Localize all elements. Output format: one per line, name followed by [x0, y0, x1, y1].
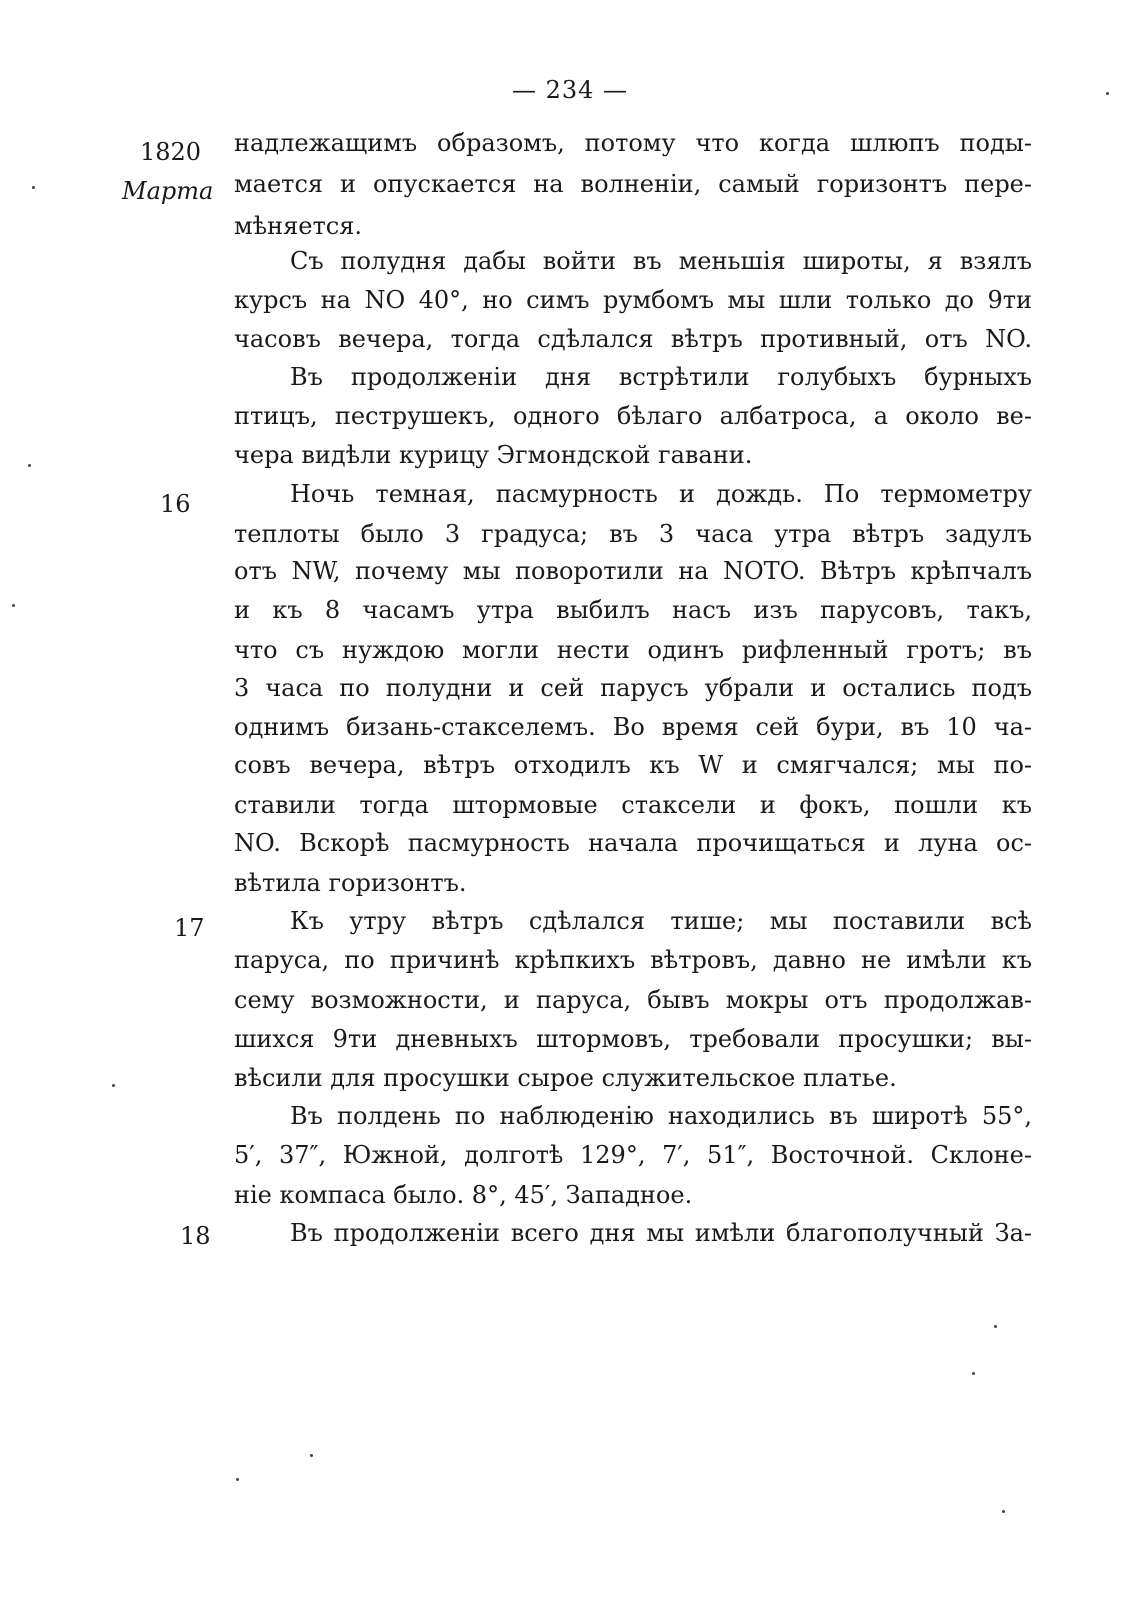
text-line: 3 часа по полудни и сей парусъ убрали и остались подъ	[234, 674, 1032, 702]
scan-speck	[28, 464, 31, 467]
text-line: сему возможности, и паруса, бывъ мокры отъ продолжав-	[234, 986, 1032, 1014]
text-line: 5′, 37″, Южной, долготѣ 129°, 7′, 51″, Восточной. Склоне-	[234, 1141, 1032, 1169]
text-line: вѣтила горизонтъ.	[234, 869, 467, 897]
scan-speck	[12, 604, 15, 607]
scan-speck	[1002, 1510, 1005, 1513]
text-line: мѣняется.	[234, 212, 362, 240]
scan-speck	[236, 1478, 239, 1481]
scan-speck	[1106, 92, 1109, 95]
margin-month: Марта	[122, 177, 214, 205]
text-line: часовъ вечера, тогда сдѣлался вѣтръ противный, отъ NO.	[234, 325, 1032, 353]
text-line: паруса, по причинѣ крѣпкихъ вѣтровъ, давно не имѣли къ	[234, 946, 1032, 974]
text-line: отъ NW, почему мы поворотили на NOTO. Вѣтръ крѣпчалъ	[234, 557, 1032, 585]
text-line: птицъ, пеструшекъ, одного бѣлаго албатроса, а около ве-	[234, 402, 1032, 430]
margin-year: 1820	[140, 138, 202, 166]
text-line: ставили тогда штормовые стаксели и фокъ, пошли къ	[234, 791, 1032, 819]
text-line: Въ продолженіи дня встрѣтили голубыхъ бурныхъ	[290, 363, 1032, 391]
margin-day-17: 17	[174, 914, 205, 942]
text-line: и къ 8 часамъ утра выбилъ насъ изъ парусовъ, такъ,	[234, 596, 1032, 624]
margin-day-18: 18	[180, 1222, 211, 1250]
text-line: вѣсили для просушки сырое служительское платье.	[234, 1064, 897, 1092]
text-line: надлежащимъ образомъ, потому что когда шлюпъ поды-	[234, 129, 1032, 157]
text-line: шихся 9ти дневныхъ штормовъ, требовали просушки; вы-	[234, 1025, 1032, 1053]
page-number: — 234 —	[511, 76, 629, 104]
text-line: однимъ бизань-стакселемъ. Во время сей бури, въ 10 ча-	[234, 713, 1032, 741]
margin-day-16: 16	[160, 490, 191, 518]
scan-speck	[112, 1084, 115, 1087]
text-line: теплоты было 3 градуса; въ 3 часа утра вѣтръ задулъ	[234, 520, 1032, 548]
text-line: мается и опускается на волненіи, самый горизонтъ пере-	[234, 170, 1032, 198]
scan-speck	[994, 1325, 997, 1328]
scan-speck	[32, 186, 35, 189]
scan-speck	[310, 1454, 313, 1457]
text-line: совъ вечера, вѣтръ отходилъ къ W и смягчался; мы по-	[234, 751, 1032, 779]
text-line: курсъ на NO 40°, но симъ румбомъ мы шли только до 9ти	[234, 286, 1032, 314]
text-line: Въ продолженіи всего дня мы имѣли благополучный За-	[290, 1219, 1032, 1247]
text-line: Въ полдень по наблюденію находились въ широтѣ 55°,	[290, 1102, 1032, 1130]
text-line: ніе компаса было. 8°, 45′, Западное.	[234, 1181, 693, 1209]
text-line: что съ нуждою могли нести одинъ рифленный гротъ; въ	[234, 636, 1032, 664]
text-line: чера видѣли курицу Эгмондской гавани.	[234, 441, 753, 469]
text-line: Къ утру вѣтръ сдѣлался тише; мы поставили всѣ	[290, 907, 1032, 935]
text-line: Ночь темная, пасмурность и дождь. По термометру	[290, 480, 1032, 508]
text-line: NO. Вскорѣ пасмурность начала прочищаться и луна ос-	[234, 829, 1032, 857]
scan-speck	[972, 1372, 975, 1375]
text-line: Съ полудня дабы войти въ меньшія широты, я взялъ	[290, 247, 1032, 275]
